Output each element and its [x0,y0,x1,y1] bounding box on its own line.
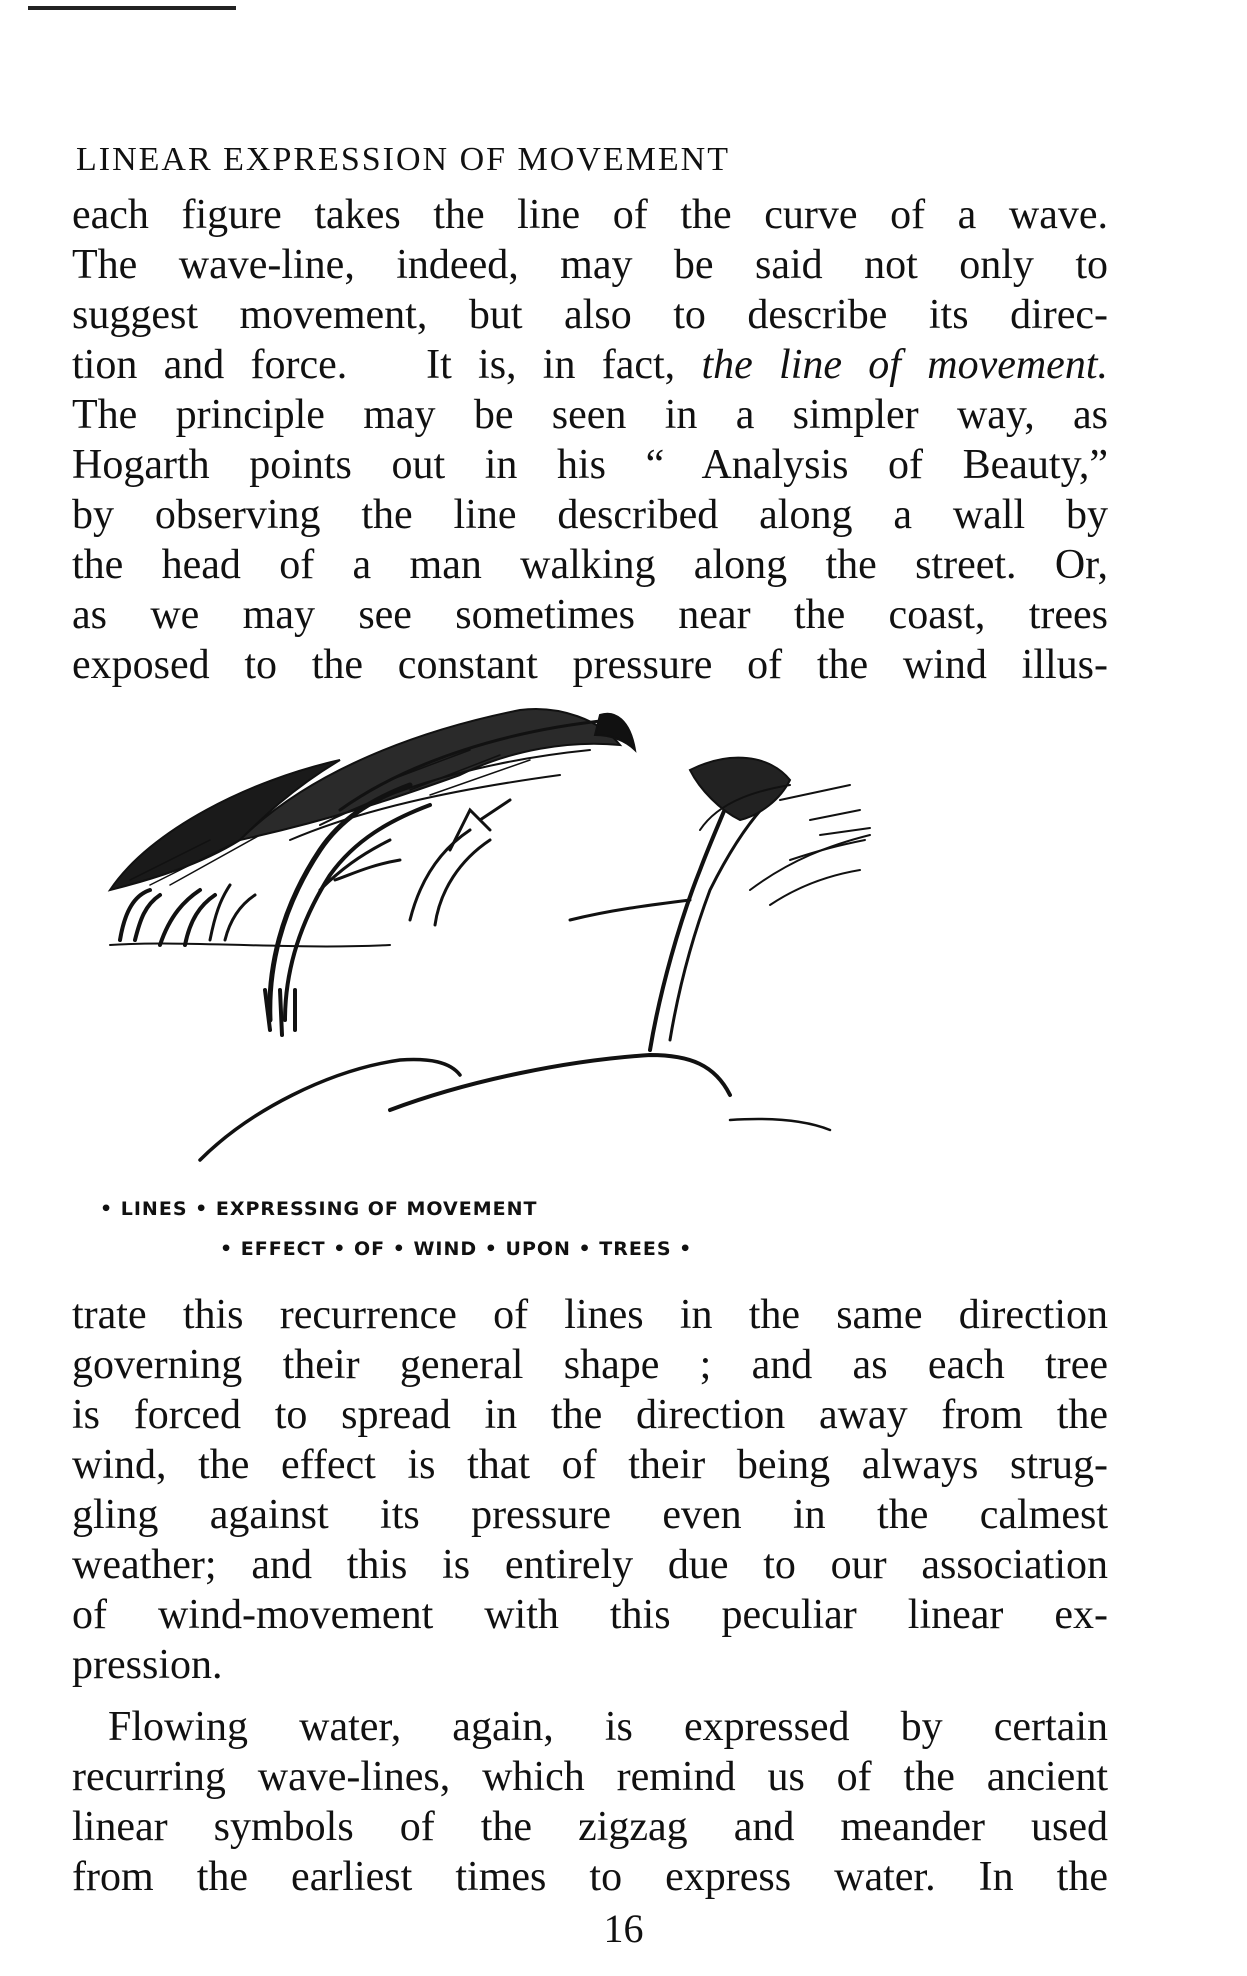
text-line-rest: It is, in fact, [426,342,676,388]
text-line: the head of a man walking along the street. Or, [72,542,1108,588]
text-line: of wind-movement with this peculiar linear ex- [72,1592,1108,1638]
text-line: pression. [72,1642,223,1688]
wind-trees-illustration [90,690,1070,1170]
text-line: as we may see sometimes near the coast, trees [72,592,1108,638]
text-line: governing their general shape ; and as each tree [72,1342,1108,1388]
text-line: by observing the line described along a wall by [72,492,1108,538]
text-line: recurring wave-lines, which remind us of the ancient [72,1754,1108,1800]
text-line: weather; and this is entirely due to our association [72,1542,1108,1588]
text-line: The principle may be seen in a simpler way, as [72,392,1108,438]
running-head: LINEAR EXPRESSION OF MOVEMENT [76,141,730,178]
text-line: Flowing water, again, is expressed by certain [108,1704,1108,1750]
text-line: gling against its pressure even in the calmest [72,1492,1108,1538]
paragraph-3 [72,1702,1108,1902]
text-line: The wave-line, indeed, may be said not only to [72,242,1108,288]
text-line: wind, the effect is that of their being always strug- [72,1442,1108,1488]
text-line: Hogarth points out in his “ Analysis of Beauty,” [72,442,1108,488]
text-line: tion and force. [72,342,348,388]
top-rule [28,6,236,10]
page-number: 16 [603,1906,644,1951]
text-line-with-italic [72,340,1108,390]
paragraph-2 [72,1290,1108,1902]
text-line: is forced to spread in the direction away from the [72,1392,1108,1438]
italic-phrase: the line of movement. [701,342,1108,388]
text-line: suggest movement, but also to describe its direc- [72,292,1108,338]
paragraph-1 [72,190,1108,690]
text-line: from the earliest times to express water. In the [72,1854,1108,1900]
text-line: linear symbols of the zigzag and meander used [72,1804,1108,1850]
text-line: trate this recurrence of lines in the same direction [72,1292,1108,1338]
text-line: each figure takes the line of the curve of a wave. [72,192,1108,238]
text-line: exposed to the constant pressure of the wind illus- [72,642,1108,688]
figure-caption-line-2: • EFFECT • OF • WIND • UPON • TREES • [220,1238,693,1260]
figure-caption-line-1: • LINES • EXPRESSING OF MOVEMENT [100,1198,538,1220]
